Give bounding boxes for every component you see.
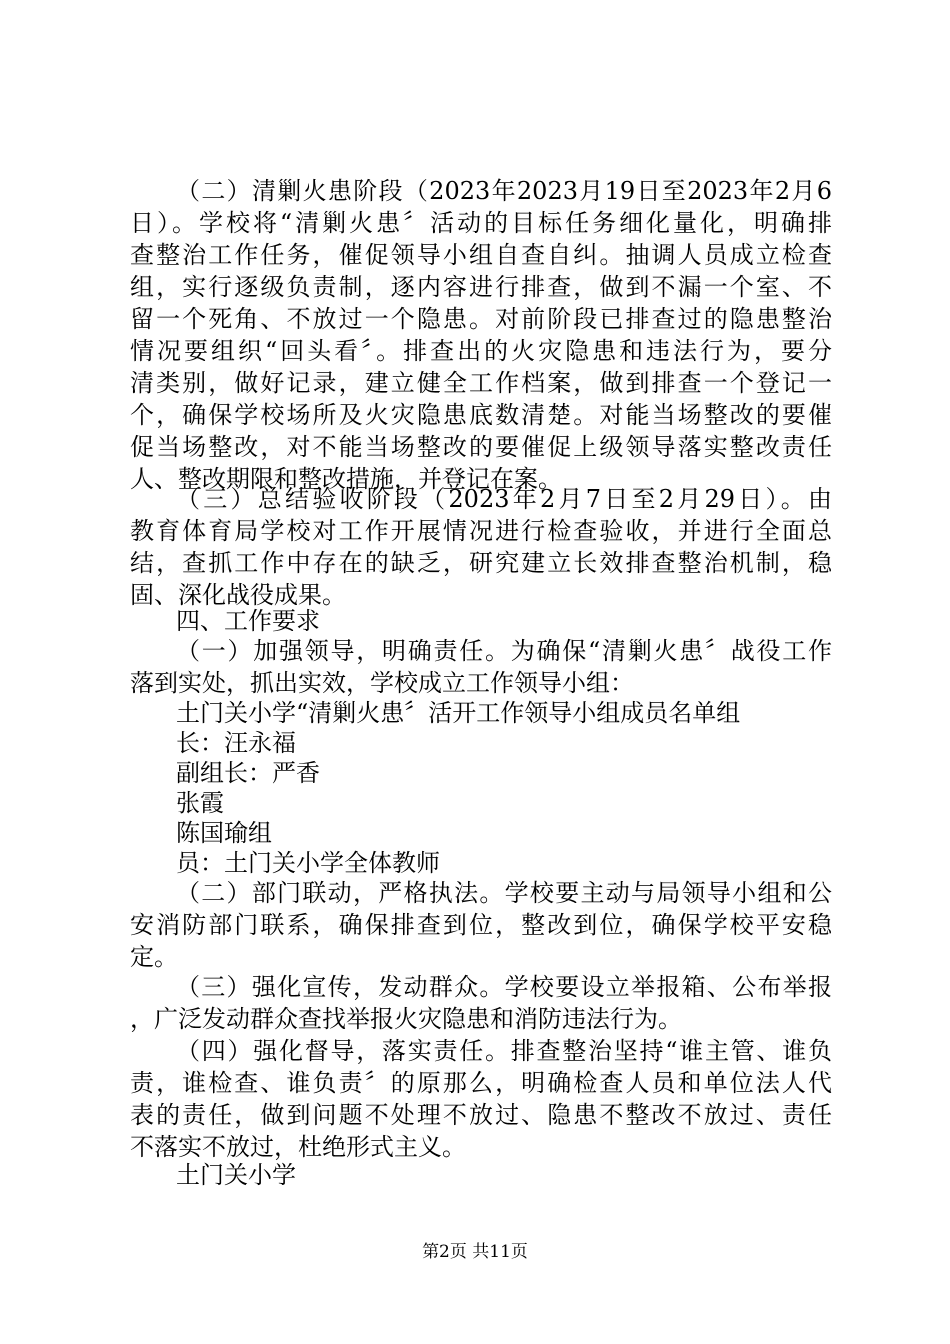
text-line: 清类别，做好记录，建立健全工作档案，做到排查一个登记一	[130, 369, 832, 397]
text-line: 陈国瑜组	[176, 819, 272, 847]
text-line: 组，实行逐级负责制，逐内容进行排查，做到不漏一个室、不	[130, 273, 832, 301]
text-line: 教育体育局学校对工作开展情况进行检查验收，并进行全面总	[130, 517, 832, 545]
text-line: 责，谁检查、谁负责〞的原那么，明确检查人员和单位法人代	[130, 1069, 832, 1097]
text-line: 副组长：严香	[176, 759, 320, 787]
page-footer: 第2页 共11页	[422, 1242, 528, 1262]
signature-text: 土门关小学	[176, 1161, 296, 1189]
text-line: （四）强化督导，落实责任。排查整治坚持“谁主管、谁负	[176, 1037, 832, 1065]
text-line: （二）部门联动，严格执法。学校要主动与局领导小组和公	[176, 879, 832, 907]
text-line: （二）清剿火患阶段（2023年2023月19日至2023年2月6	[176, 177, 832, 205]
text-line: ，广泛发动群众查找举报火灾隐患和消防违法行为。	[130, 1005, 682, 1033]
text-line: 定。	[130, 943, 178, 971]
text-line: 土门关小学“清剿火患〞活开工作领导小组成员名单组	[176, 699, 741, 727]
text-line: 人、整改期限和整改措施，并登记在案。	[130, 465, 562, 493]
text-line: 固、深化战役成果。	[130, 581, 346, 609]
text-line: 个，确保学校场所及火灾隐患底数清楚。对能当场整改的要催	[130, 401, 832, 429]
text-line: 留一个死角、不放过一个隐患。对前阶段已排查过的隐患整治	[130, 305, 832, 333]
text-line: 情况要组织“回头看〞。排查出的火灾隐患和违法行为，要分	[130, 337, 832, 365]
text-line: 促当场整改，对不能当场整改的要催促上级领导落实整改责任	[130, 433, 832, 461]
text-line: 不落实不放过，杜绝形式主义。	[130, 1133, 466, 1161]
text-line: 表的责任，做到问题不处理不放过、隐患不整改不放过、责任	[130, 1101, 832, 1129]
text-line: 张霞	[176, 789, 224, 817]
text-line: 结，查抓工作中存在的缺乏，研究建立长效排查整治机制，稳	[130, 549, 832, 577]
text-line: （三）强化宣传，发动群众。学校要设立举报箱、公布举报	[176, 973, 832, 1001]
text-line: 查整治工作任务，催促领导小组自查自纠。抽调人员成立检查	[130, 241, 832, 269]
section-heading: 四、工作要求	[176, 607, 320, 635]
text-line: （三）总结验收阶段（2023年2月7日至2月29日）。由	[176, 485, 832, 513]
text-line: 长：汪永福	[176, 729, 296, 757]
text-line: 日）。学校将“清剿火患〞活动的目标任务细化量化，明确排	[130, 209, 832, 237]
text-line: 落到实处，抓出实效，学校成立工作领导小组：	[130, 669, 634, 697]
text-line: 安消防部门联系，确保排查到位，整改到位，确保学校平安稳	[130, 911, 832, 939]
text-line: 员：土门关小学全体教师	[176, 849, 440, 877]
text-line: （一）加强领导，明确责任。为确保“清剿火患〞战役工作	[176, 637, 832, 665]
